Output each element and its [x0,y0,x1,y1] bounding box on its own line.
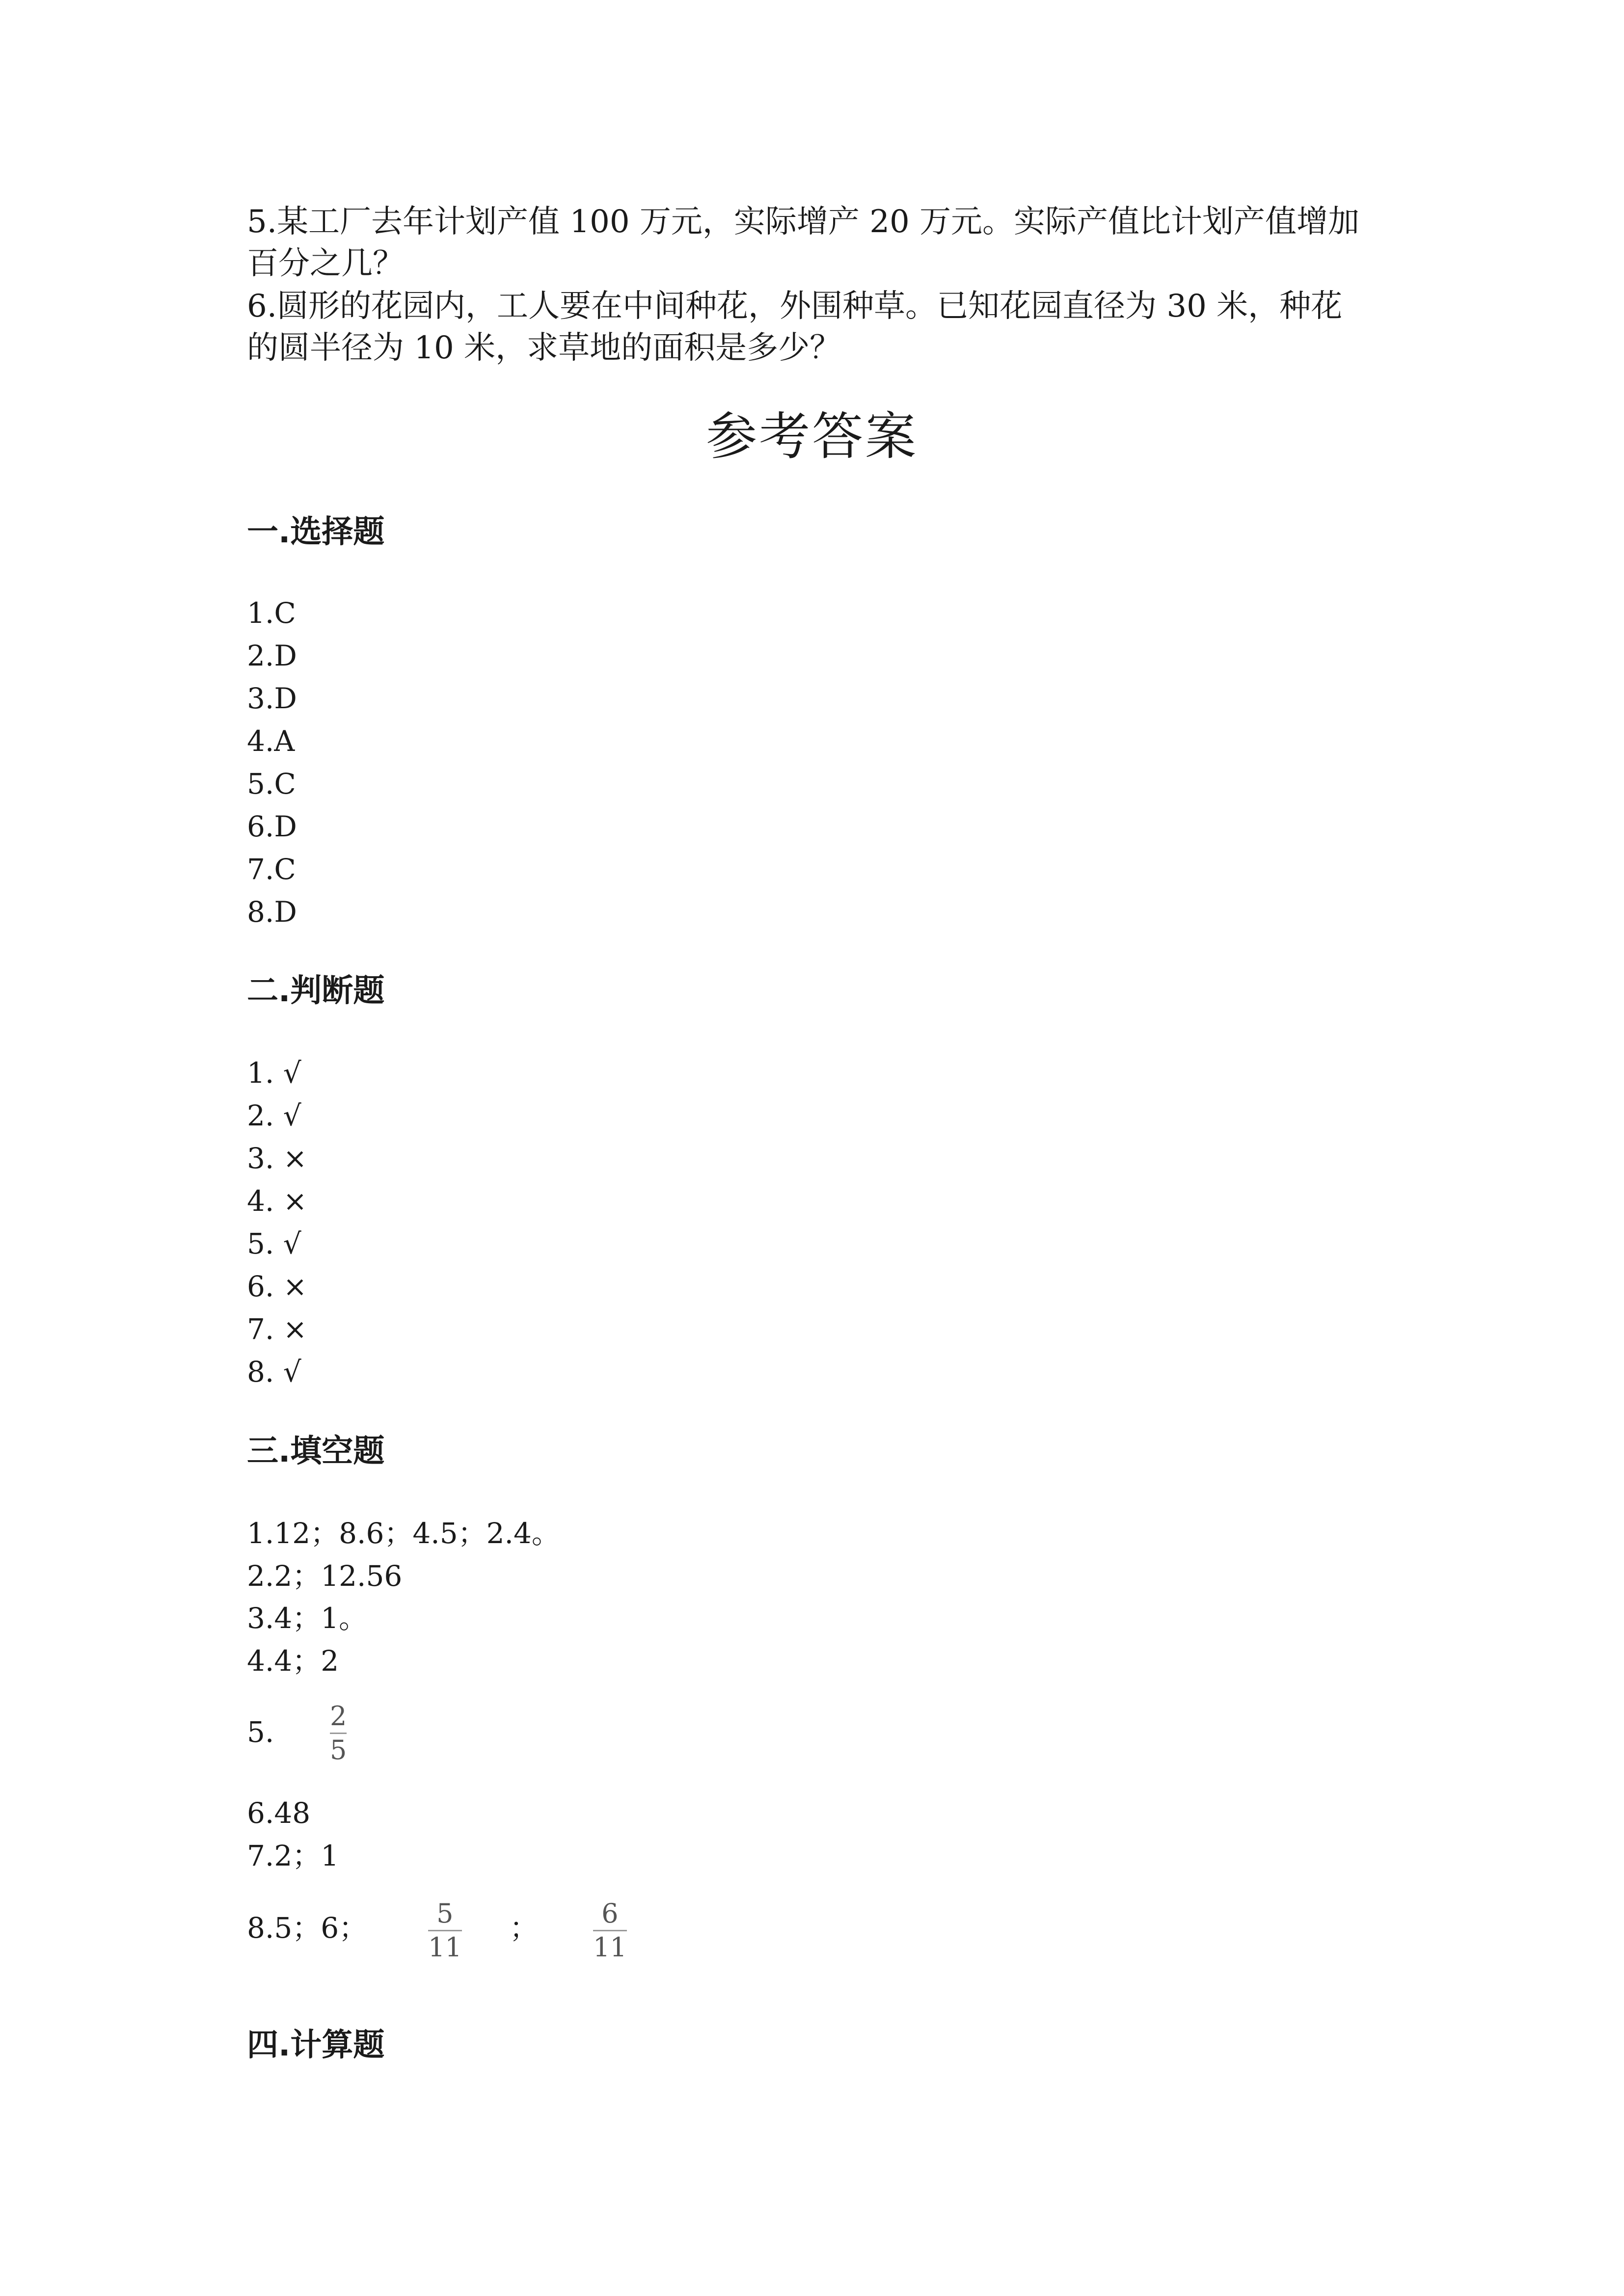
section-heading-fill: 三.填空题 [247,1433,385,1469]
fraction-numerator: 6 [601,1898,619,1929]
judge-answer-6: 6. × [247,1270,307,1303]
fill-answer-1: 1.12；8.6；4.5；2.4。 [247,1517,560,1550]
fill-answer-3: 3.4；1。 [247,1602,368,1635]
judge-answer-8: 8. √ [247,1355,301,1388]
choice-answer-1: 1.C [247,596,296,630]
fraction-denominator: 5 [330,1735,347,1765]
fraction-denominator: 11 [593,1932,627,1963]
section-heading-calc: 四.计算题 [247,2027,385,2063]
fraction-numerator: 5 [436,1898,454,1929]
question-5-line-2: 百分之几？ [247,245,404,282]
answer-key-title: 参考答案 [705,406,918,466]
fill-answer-6: 6.48 [247,1796,311,1830]
fill-answer-8-fraction-1 [428,1900,462,1961]
choice-answer-4: 4.A [247,724,295,758]
choice-answer-3: 3.D [247,682,297,715]
choice-answer-6: 6.D [247,810,297,843]
fill-answer-8-separator: ； [510,1911,539,1945]
question-6-line-1: 6.圆形的花园内，工人要在中间种花，外围种草。已知花园直径为 30 米，种花 [247,288,1343,324]
judge-answer-1: 1. √ [247,1056,301,1090]
judge-answer-3: 3. × [247,1142,307,1175]
fraction-bar [330,1733,347,1734]
fraction-bar [428,1930,462,1931]
section-heading-choice: 一.选择题 [247,514,385,550]
question-5-line-1: 5.某工厂去年计划产值 100 万元，实际增产 20 万元。实际产值比计划产值增加 [247,204,1360,240]
fraction-denominator: 11 [428,1932,462,1963]
choice-answer-2: 2.D [247,639,297,672]
question-6-line-2: 的圆半径为 10 米，求草地的面积是多少？ [247,330,841,366]
choice-answer-8: 8.D [247,895,297,929]
fill-answer-2: 2.2；12.56 [247,1559,403,1593]
section-heading-judge: 二.判断题 [247,973,385,1009]
fill-answer-8-fraction-2 [593,1900,627,1961]
fill-answer-7: 7.2；1 [247,1839,339,1872]
fill-answer-5-prefix: 5. [247,1715,274,1749]
judge-answer-4: 4. × [247,1184,307,1218]
fraction-numerator: 2 [330,1701,347,1732]
fill-answer-5-fraction [330,1703,347,1763]
choice-answer-5: 5.C [247,767,296,801]
judge-answer-2: 2. √ [247,1099,301,1132]
fill-answer-8-prefix: 8.5；6； [247,1911,368,1945]
judge-answer-7: 7. × [247,1312,307,1346]
fill-answer-4: 4.4；2 [247,1644,339,1678]
judge-answer-5: 5. √ [247,1227,301,1260]
choice-answer-7: 7.C [247,853,296,886]
fraction-bar [593,1930,627,1931]
